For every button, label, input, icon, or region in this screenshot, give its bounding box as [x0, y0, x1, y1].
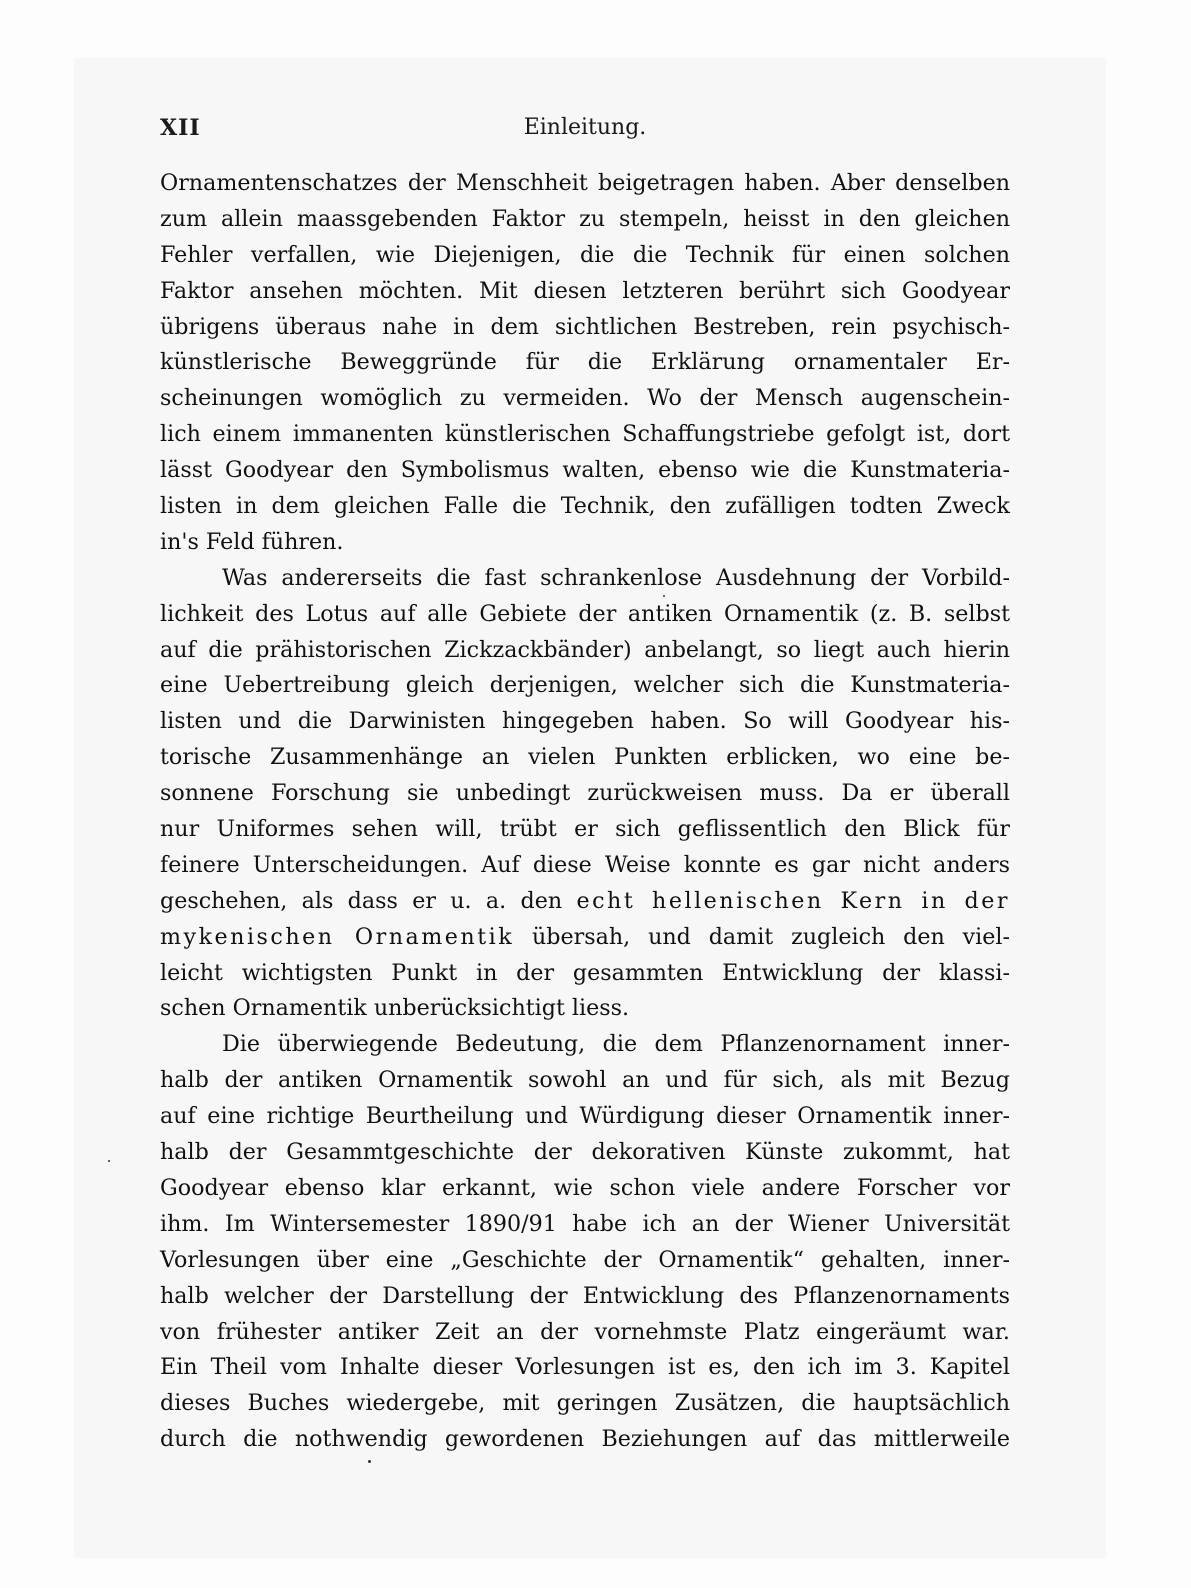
text-line: Ein Theil vom Inhalte dieser Vorlesungen ist es, den ich im 3. Kapitel — [160, 1354, 1010, 1381]
text-line: halb der antiken Ornamentik sowohl an und für sich, als mit Bezug — [160, 1067, 1010, 1094]
text-line-spaced — [160, 884, 1010, 920]
text-fragment: übersah, und damit zugleich den viel- — [514, 923, 1010, 950]
text-line: Was andererseits die fast schrankenlose Ausdehnung der Vorbild- — [222, 564, 1010, 591]
text-line: eine Uebertreibung gleich derjenigen, welcher sich die Kunstmateria- — [160, 672, 1010, 699]
text-line: durch die nothwendig gewordenen Beziehungen auf das mittlerweile — [160, 1426, 1010, 1453]
text-line: scheinungen womöglich zu vermeiden. Wo der Mensch augenschein- — [160, 385, 1010, 412]
running-title: Einleitung. — [523, 115, 647, 140]
text-line: auf die prähistorischen Zickzackbänder) anbelangt, so liegt auch hierin — [160, 636, 1010, 663]
body-text — [160, 166, 1010, 1458]
text-line: lässt Goodyear den Symbolismus walten, ebenso wie die Kunstmateria- — [160, 457, 1010, 484]
text-line: schen Ornamentik unberücksichtigt liess. — [160, 995, 630, 1022]
text-line: feinere Unterscheidungen. Auf diese Weise konnte es gar nicht anders — [160, 851, 1010, 878]
text-line: leicht wichtigsten Punkt in der gesammten Entwicklung der klassi- — [160, 959, 1010, 986]
text-line: zum allein maassgebenden Faktor zu stempeln, heisst in den gleichen — [160, 205, 1010, 232]
text-line: listen in dem gleichen Falle die Technik, den zufälligen todten Zweck — [160, 493, 1010, 520]
text-line: von frühester antiker Zeit an der vornehmste Platz eingeräumt war. — [160, 1318, 1010, 1345]
text-line: in's Feld führen. — [160, 528, 344, 555]
scan-speck — [108, 1160, 110, 1162]
text-line: lichkeit des Lotus auf alle Gebiete der antiken Ornamentik (z. B. selbst — [160, 600, 1010, 627]
spaced-emphasis: echt hellenischen Kern in der — [576, 887, 1010, 914]
text-line: listen und die Darwinisten hingegeben haben. So will Goodyear his- — [160, 708, 1010, 735]
text-line: halb welcher der Darstellung der Entwicklung des Pflanzenornaments — [160, 1282, 1010, 1309]
text-line: halb der Gesammtgeschichte der dekorativen Künste zukommt, hat — [160, 1139, 1010, 1166]
text-line: ihm. Im Wintersemester 1890/91 habe ich an der Wiener Universität — [160, 1210, 1010, 1237]
spaced-emphasis: mykenischen Ornamentik — [160, 923, 515, 950]
text-line: Die überwiegende Bedeutung, die dem Pflanzenornament inner- — [222, 1031, 1010, 1058]
text-line-spaced — [160, 920, 1010, 956]
text-line: auf eine richtige Beurtheilung und Würdigung dieser Ornamentik inner- — [160, 1103, 1010, 1130]
text-line: Goodyear ebenso klar erkannt, wie schon viele andere Forscher vor — [160, 1174, 1010, 1201]
scan-speck — [368, 1460, 371, 1463]
text-line: dieses Buches wiedergebe, mit geringen Zusätzen, die hauptsächlich — [160, 1390, 1010, 1417]
text-line: künstlerische Beweggründe für die Erklärung ornamentaler Er- — [160, 349, 1010, 376]
text-line: torische Zusammenhänge an vielen Punkten erblicken, wo eine be- — [160, 744, 1010, 771]
text-line: nur Uniformes sehen will, trübt er sich geflissentlich den Blick für — [160, 816, 1010, 843]
text-line: übrigens überaus nahe in dem sichtlichen Bestreben, rein psychisch- — [160, 313, 1010, 340]
text-line: lich einem immanenten künstlerischen Schaffungstriebe gefolgt ist, dort — [160, 421, 1010, 448]
page-header — [160, 115, 1010, 155]
text-line: Faktor ansehen möchten. Mit diesen letzteren berührt sich Goodyear — [160, 277, 1010, 304]
text-fragment: geschehen, als dass er u. a. den — [160, 887, 577, 914]
text-line: Vorlesungen über eine „Geschichte der Ornamentik“ gehalten, inner- — [160, 1246, 1010, 1273]
text-line: Ornamentenschatzes der Menschheit beigetragen haben. Aber denselben — [160, 170, 1010, 196]
page-number: XII — [160, 115, 201, 141]
scan-speck — [663, 595, 665, 597]
text-line: Fehler verfallen, wie Diejenigen, die die Technik für einen solchen — [160, 241, 1010, 268]
text-line: sonnene Forschung sie unbedingt zurückweisen muss. Da er überall — [160, 780, 1010, 807]
